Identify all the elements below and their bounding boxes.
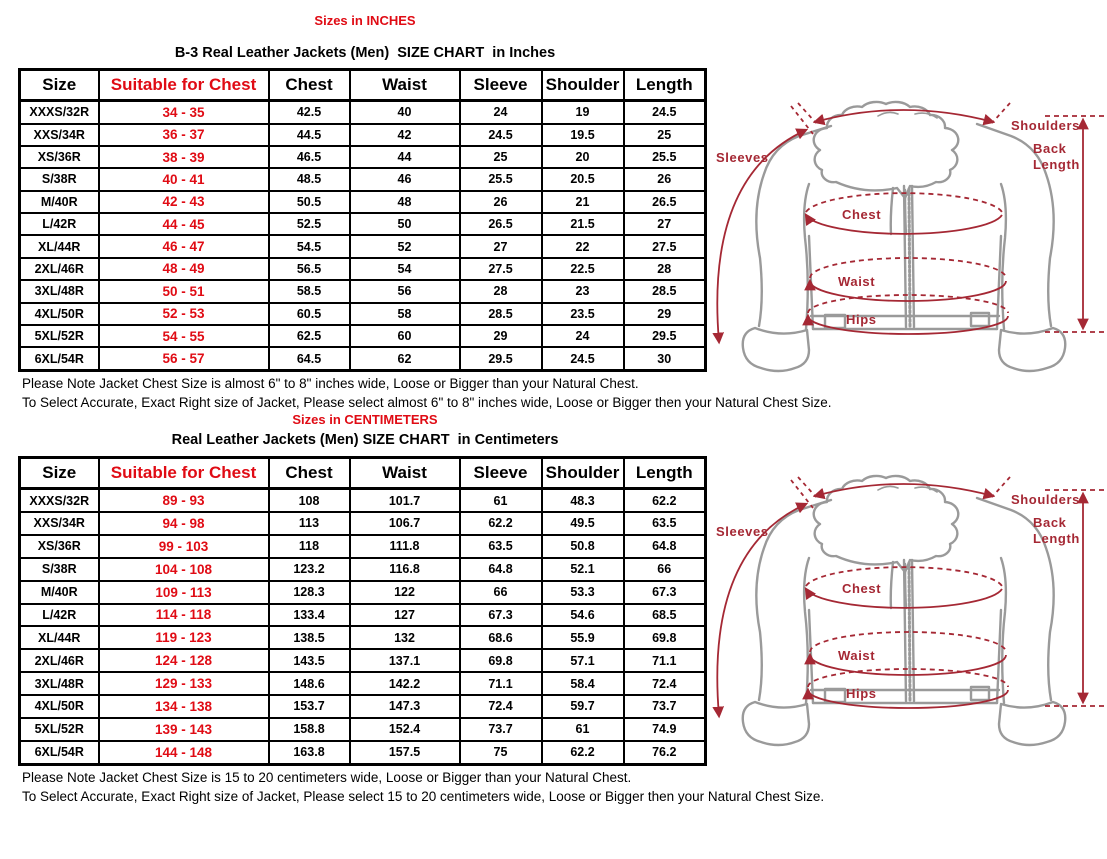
chest-range-cell: 52 - 53 xyxy=(99,303,269,325)
waist-cell: 132 xyxy=(350,626,460,649)
size-row-xxxs-32r xyxy=(20,101,706,124)
chest-cell: 48.5 xyxy=(269,168,350,190)
shoulders-label: Shoulders xyxy=(1011,118,1080,133)
shoulder-cell: 22 xyxy=(542,235,624,257)
col-header-sleeve: Sleeve xyxy=(460,458,542,489)
chest-cell: 50.5 xyxy=(269,191,350,213)
length-cell: 27.5 xyxy=(624,235,706,257)
length-cell: 67.3 xyxy=(624,581,706,604)
chest-range-cell: 44 - 45 xyxy=(99,213,269,235)
length-cell: 30 xyxy=(624,347,706,370)
chest-cell: 163.8 xyxy=(269,741,350,765)
sleeve-cell: 72.4 xyxy=(460,695,542,718)
length-cell: 26.5 xyxy=(624,191,706,213)
size-cell: 5XL/52R xyxy=(20,325,99,347)
shoulder-cell: 22.5 xyxy=(542,258,624,280)
chest-cell: 158.8 xyxy=(269,718,350,741)
note-line: Please Note Jacket Chest Size is 15 to 20 centimeters wide, Loose or Bigger than your Natural Chest. xyxy=(22,770,632,785)
back-length-label: Length xyxy=(1033,157,1080,172)
chest-cell: 62.5 xyxy=(269,325,350,347)
col-header-waist: Waist xyxy=(350,458,460,489)
size-cell: XL/44R xyxy=(20,626,99,649)
sleeve-cell: 66 xyxy=(460,581,542,604)
size-cell: 2XL/46R xyxy=(20,258,99,280)
length-cell: 28.5 xyxy=(624,280,706,302)
sleeve-cell: 64.8 xyxy=(460,558,542,581)
chest-cell: 133.4 xyxy=(269,604,350,627)
length-cell: 27 xyxy=(624,213,706,235)
shoulder-cell: 49.5 xyxy=(542,512,624,535)
length-cell: 62.2 xyxy=(624,489,706,513)
jacket-sketch xyxy=(703,86,1105,396)
length-cell: 64.8 xyxy=(624,535,706,558)
sleeve-cell: 24 xyxy=(460,101,542,124)
chest-range-cell: 119 - 123 xyxy=(99,626,269,649)
waist-cell: 56 xyxy=(350,280,460,302)
shoulder-cell: 61 xyxy=(542,718,624,741)
shoulder-cell: 62.2 xyxy=(542,741,624,765)
sleeve-cell: 27 xyxy=(460,235,542,257)
waist-cell: 157.5 xyxy=(350,741,460,765)
waist-cell: 52 xyxy=(350,235,460,257)
sleeve-cell: 63.5 xyxy=(460,535,542,558)
size-cell: XS/36R xyxy=(20,146,99,168)
shoulder-cell: 52.1 xyxy=(542,558,624,581)
shoulders-arrow-icon xyxy=(815,110,993,122)
size-cell: M/40R xyxy=(20,191,99,213)
col-header-shoulder: Shoulder xyxy=(542,70,624,101)
cm-section-title: Sizes in CENTIMETERS xyxy=(292,412,438,427)
col-header-waist: Waist xyxy=(350,70,460,101)
chest-range-cell: 40 - 41 xyxy=(99,168,269,190)
note-line: Please Note Jacket Chest Size is almost 6" to 8" inches wide, Loose or Bigger than your Natural Chest. xyxy=(22,376,639,391)
size-cell: 6XL/54R xyxy=(20,347,99,370)
length-cell: 68.5 xyxy=(624,604,706,627)
chest-cell: 56.5 xyxy=(269,258,350,280)
chest-cell: 64.5 xyxy=(269,347,350,370)
chest-range-cell: 48 - 49 xyxy=(99,258,269,280)
shoulder-cell: 23 xyxy=(542,280,624,302)
chest-cell: 118 xyxy=(269,535,350,558)
chest-range-cell: 94 - 98 xyxy=(99,512,269,535)
shoulders-label: Shoulders xyxy=(1011,492,1080,507)
col-header-size: Size xyxy=(20,458,99,489)
waist-cell: 147.3 xyxy=(350,695,460,718)
jacket-measurement-diagram-cm xyxy=(703,460,1105,770)
chest-range-cell: 50 - 51 xyxy=(99,280,269,302)
shoulder-cell: 53.3 xyxy=(542,581,624,604)
chest-range-cell: 54 - 55 xyxy=(99,325,269,347)
inches-section-title: Sizes in INCHES xyxy=(314,13,416,28)
sleeve-cell: 24.5 xyxy=(460,124,542,146)
chest-cell: 46.5 xyxy=(269,146,350,168)
sleeve-cell: 61 xyxy=(460,489,542,513)
chest-cell: 143.5 xyxy=(269,649,350,672)
jacket-outline-icon xyxy=(743,476,1066,745)
waist-cell: 101.7 xyxy=(350,489,460,513)
back-length-label: Back xyxy=(1033,515,1067,530)
chest-label: Chest xyxy=(842,207,882,222)
size-cell: 6XL/54R xyxy=(20,741,99,765)
size-cell: 4XL/50R xyxy=(20,695,99,718)
length-cell: 66 xyxy=(624,558,706,581)
cm-section-subtitle: Real Leather Jackets (Men) SIZE CHART in Centimeters xyxy=(171,432,559,448)
chest-cell: 138.5 xyxy=(269,626,350,649)
chest-cell: 128.3 xyxy=(269,581,350,604)
waist-cell: 54 xyxy=(350,258,460,280)
waist-cell: 46 xyxy=(350,168,460,190)
size-row-m-40r xyxy=(20,191,706,213)
chest-cell: 113 xyxy=(269,512,350,535)
chest-cell: 58.5 xyxy=(269,280,350,302)
shoulder-cell: 24.5 xyxy=(542,347,624,370)
chest-range-cell: 56 - 57 xyxy=(99,347,269,370)
cm-notes xyxy=(22,768,824,806)
size-row-l-42r xyxy=(20,213,706,235)
size-row-l-42r xyxy=(20,604,706,627)
sleeves-label: Sleeves xyxy=(716,524,769,539)
length-cell: 76.2 xyxy=(624,741,706,765)
jacket-sketch xyxy=(703,460,1105,770)
sleeve-cell: 26 xyxy=(460,191,542,213)
size-cell: S/38R xyxy=(20,558,99,581)
size-row-xxxs-32r xyxy=(20,489,706,513)
chest-cell: 108 xyxy=(269,489,350,513)
waist-cell: 142.2 xyxy=(350,672,460,695)
size-cell: XXXS/32R xyxy=(20,101,99,124)
shoulder-cell: 19 xyxy=(542,101,624,124)
chest-range-cell: 46 - 47 xyxy=(99,235,269,257)
length-cell: 29 xyxy=(624,303,706,325)
length-cell: 74.9 xyxy=(624,718,706,741)
size-row-xxs-34r xyxy=(20,124,706,146)
shoulder-cell: 20.5 xyxy=(542,168,624,190)
note-line: To Select Accurate, Exact Right size of Jacket, Please select almost 6" to 8" inches wide, Loose or Bigger then your Natural Chest Size. xyxy=(22,395,832,410)
shoulders-arrow-icon xyxy=(815,484,993,496)
header-row xyxy=(20,70,706,101)
size-cell: M/40R xyxy=(20,581,99,604)
size-row-3xl-48r xyxy=(20,280,706,302)
size-cell: L/42R xyxy=(20,604,99,627)
waist-cell: 44 xyxy=(350,146,460,168)
size-row-s-38r xyxy=(20,558,706,581)
sleeve-cell: 62.2 xyxy=(460,512,542,535)
sleeve-cell: 71.1 xyxy=(460,672,542,695)
chest-range-cell: 38 - 39 xyxy=(99,146,269,168)
inches-section-subtitle: B-3 Real Leather Jackets (Men) SIZE CHART in Inches xyxy=(174,45,556,61)
size-row-xl-44r xyxy=(20,626,706,649)
length-cell: 29.5 xyxy=(624,325,706,347)
chest-range-cell: 109 - 113 xyxy=(99,581,269,604)
size-cell: 2XL/46R xyxy=(20,649,99,672)
sleeve-cell: 75 xyxy=(460,741,542,765)
shoulder-cell: 21 xyxy=(542,191,624,213)
chest-cell: 153.7 xyxy=(269,695,350,718)
chest-range-cell: 114 - 118 xyxy=(99,604,269,627)
size-cell: XS/36R xyxy=(20,535,99,558)
chest-range-cell: 34 - 35 xyxy=(99,101,269,124)
shoulder-cell: 54.6 xyxy=(542,604,624,627)
col-header-length: Length xyxy=(624,70,706,101)
chest-range-cell: 124 - 128 xyxy=(99,649,269,672)
sleeve-cell: 25 xyxy=(460,146,542,168)
col-header-shoulder: Shoulder xyxy=(542,458,624,489)
chest-range-cell: 104 - 108 xyxy=(99,558,269,581)
waist-cell: 42 xyxy=(350,124,460,146)
shoulder-cell: 48.3 xyxy=(542,489,624,513)
waist-cell: 50 xyxy=(350,213,460,235)
size-cell: XL/44R xyxy=(20,235,99,257)
length-cell: 24.5 xyxy=(624,101,706,124)
waist-cell: 58 xyxy=(350,303,460,325)
shoulder-cell: 55.9 xyxy=(542,626,624,649)
size-cell: 4XL/50R xyxy=(20,303,99,325)
length-cell: 72.4 xyxy=(624,672,706,695)
waist-label: Waist xyxy=(838,648,876,663)
chest-range-cell: 144 - 148 xyxy=(99,741,269,765)
size-row-2xl-46r xyxy=(20,258,706,280)
sleeve-cell: 29.5 xyxy=(460,347,542,370)
chest-range-cell: 36 - 37 xyxy=(99,124,269,146)
size-row-5xl-52r xyxy=(20,718,706,741)
size-cell: XXXS/32R xyxy=(20,489,99,513)
shoulder-cell: 24 xyxy=(542,325,624,347)
chest-cell: 148.6 xyxy=(269,672,350,695)
sleeve-cell: 68.6 xyxy=(460,626,542,649)
cm-size-table xyxy=(18,456,707,766)
size-cell: XXS/34R xyxy=(20,512,99,535)
waist-cell: 152.4 xyxy=(350,718,460,741)
hips-label: Hips xyxy=(846,312,877,327)
size-cell: 3XL/48R xyxy=(20,280,99,302)
waist-cell: 40 xyxy=(350,101,460,124)
waist-cell: 60 xyxy=(350,325,460,347)
chest-range-cell: 134 - 138 xyxy=(99,695,269,718)
length-cell: 69.8 xyxy=(624,626,706,649)
chest-cell: 42.5 xyxy=(269,101,350,124)
sleeve-cell: 67.3 xyxy=(460,604,542,627)
chest-range-cell: 129 - 133 xyxy=(99,672,269,695)
shoulder-cell: 19.5 xyxy=(542,124,624,146)
length-cell: 25.5 xyxy=(624,146,706,168)
chest-cell: 60.5 xyxy=(269,303,350,325)
waist-cell: 111.8 xyxy=(350,535,460,558)
shoulder-cell: 58.4 xyxy=(542,672,624,695)
chest-range-cell: 139 - 143 xyxy=(99,718,269,741)
waist-cell: 137.1 xyxy=(350,649,460,672)
sleeve-cell: 73.7 xyxy=(460,718,542,741)
chest-cell: 44.5 xyxy=(269,124,350,146)
note-line: To Select Accurate, Exact Right size of Jacket, Please select 15 to 20 centimeters wide, Loose or Bigger then your Natural Chest Size. xyxy=(22,789,825,804)
col-header-suitable-for-chest: Suitable for Chest xyxy=(99,70,269,101)
sleeve-cell: 27.5 xyxy=(460,258,542,280)
back-length-label: Length xyxy=(1033,531,1080,546)
sleeve-cell: 69.8 xyxy=(460,649,542,672)
size-row-2xl-46r xyxy=(20,649,706,672)
sleeve-cell: 28 xyxy=(460,280,542,302)
col-header-chest: Chest xyxy=(269,70,350,101)
sleeve-cell: 25.5 xyxy=(460,168,542,190)
waist-cell: 106.7 xyxy=(350,512,460,535)
size-row-6xl-54r xyxy=(20,347,706,370)
size-row-xs-36r xyxy=(20,146,706,168)
size-cell: 5XL/52R xyxy=(20,718,99,741)
shoulder-cell: 50.8 xyxy=(542,535,624,558)
col-header-sleeve: Sleeve xyxy=(460,70,542,101)
chest-range-cell: 99 - 103 xyxy=(99,535,269,558)
waist-cell: 127 xyxy=(350,604,460,627)
chest-cell: 123.2 xyxy=(269,558,350,581)
size-row-m-40r xyxy=(20,581,706,604)
sleeve-cell: 28.5 xyxy=(460,303,542,325)
chest-cell: 52.5 xyxy=(269,213,350,235)
size-row-4xl-50r xyxy=(20,303,706,325)
chest-range-cell: 42 - 43 xyxy=(99,191,269,213)
inches-size-table xyxy=(18,68,707,372)
shoulder-cell: 23.5 xyxy=(542,303,624,325)
header-row xyxy=(20,458,706,489)
length-cell: 63.5 xyxy=(624,512,706,535)
size-row-xl-44r xyxy=(20,235,706,257)
length-cell: 25 xyxy=(624,124,706,146)
jacket-measurement-diagram-inches xyxy=(703,86,1105,396)
size-cell: 3XL/48R xyxy=(20,672,99,695)
size-row-6xl-54r xyxy=(20,741,706,765)
size-cell: S/38R xyxy=(20,168,99,190)
chest-cell: 54.5 xyxy=(269,235,350,257)
sleeves-label: Sleeves xyxy=(716,150,769,165)
size-row-xxs-34r xyxy=(20,512,706,535)
shoulder-cell: 20 xyxy=(542,146,624,168)
size-cell: XXS/34R xyxy=(20,124,99,146)
chest-range-cell: 89 - 93 xyxy=(99,489,269,513)
length-cell: 71.1 xyxy=(624,649,706,672)
chest-label: Chest xyxy=(842,581,882,596)
length-cell: 26 xyxy=(624,168,706,190)
shoulder-cell: 57.1 xyxy=(542,649,624,672)
size-row-xs-36r xyxy=(20,535,706,558)
waist-cell: 122 xyxy=(350,581,460,604)
col-header-length: Length xyxy=(624,458,706,489)
hips-label: Hips xyxy=(846,686,877,701)
back-length-label: Back xyxy=(1033,141,1067,156)
shoulder-cell: 21.5 xyxy=(542,213,624,235)
length-cell: 28 xyxy=(624,258,706,280)
waist-label: Waist xyxy=(838,274,876,289)
sleeve-cell: 26.5 xyxy=(460,213,542,235)
waist-cell: 116.8 xyxy=(350,558,460,581)
size-row-3xl-48r xyxy=(20,672,706,695)
sleeve-cell: 29 xyxy=(460,325,542,347)
col-header-size: Size xyxy=(20,70,99,101)
size-row-5xl-52r xyxy=(20,325,706,347)
waist-cell: 48 xyxy=(350,191,460,213)
length-cell: 73.7 xyxy=(624,695,706,718)
size-row-s-38r xyxy=(20,168,706,190)
size-row-4xl-50r xyxy=(20,695,706,718)
waist-cell: 62 xyxy=(350,347,460,370)
col-header-suitable-for-chest: Suitable for Chest xyxy=(99,458,269,489)
jacket-outline-icon xyxy=(743,102,1066,371)
size-cell: L/42R xyxy=(20,213,99,235)
col-header-chest: Chest xyxy=(269,458,350,489)
shoulder-cell: 59.7 xyxy=(542,695,624,718)
